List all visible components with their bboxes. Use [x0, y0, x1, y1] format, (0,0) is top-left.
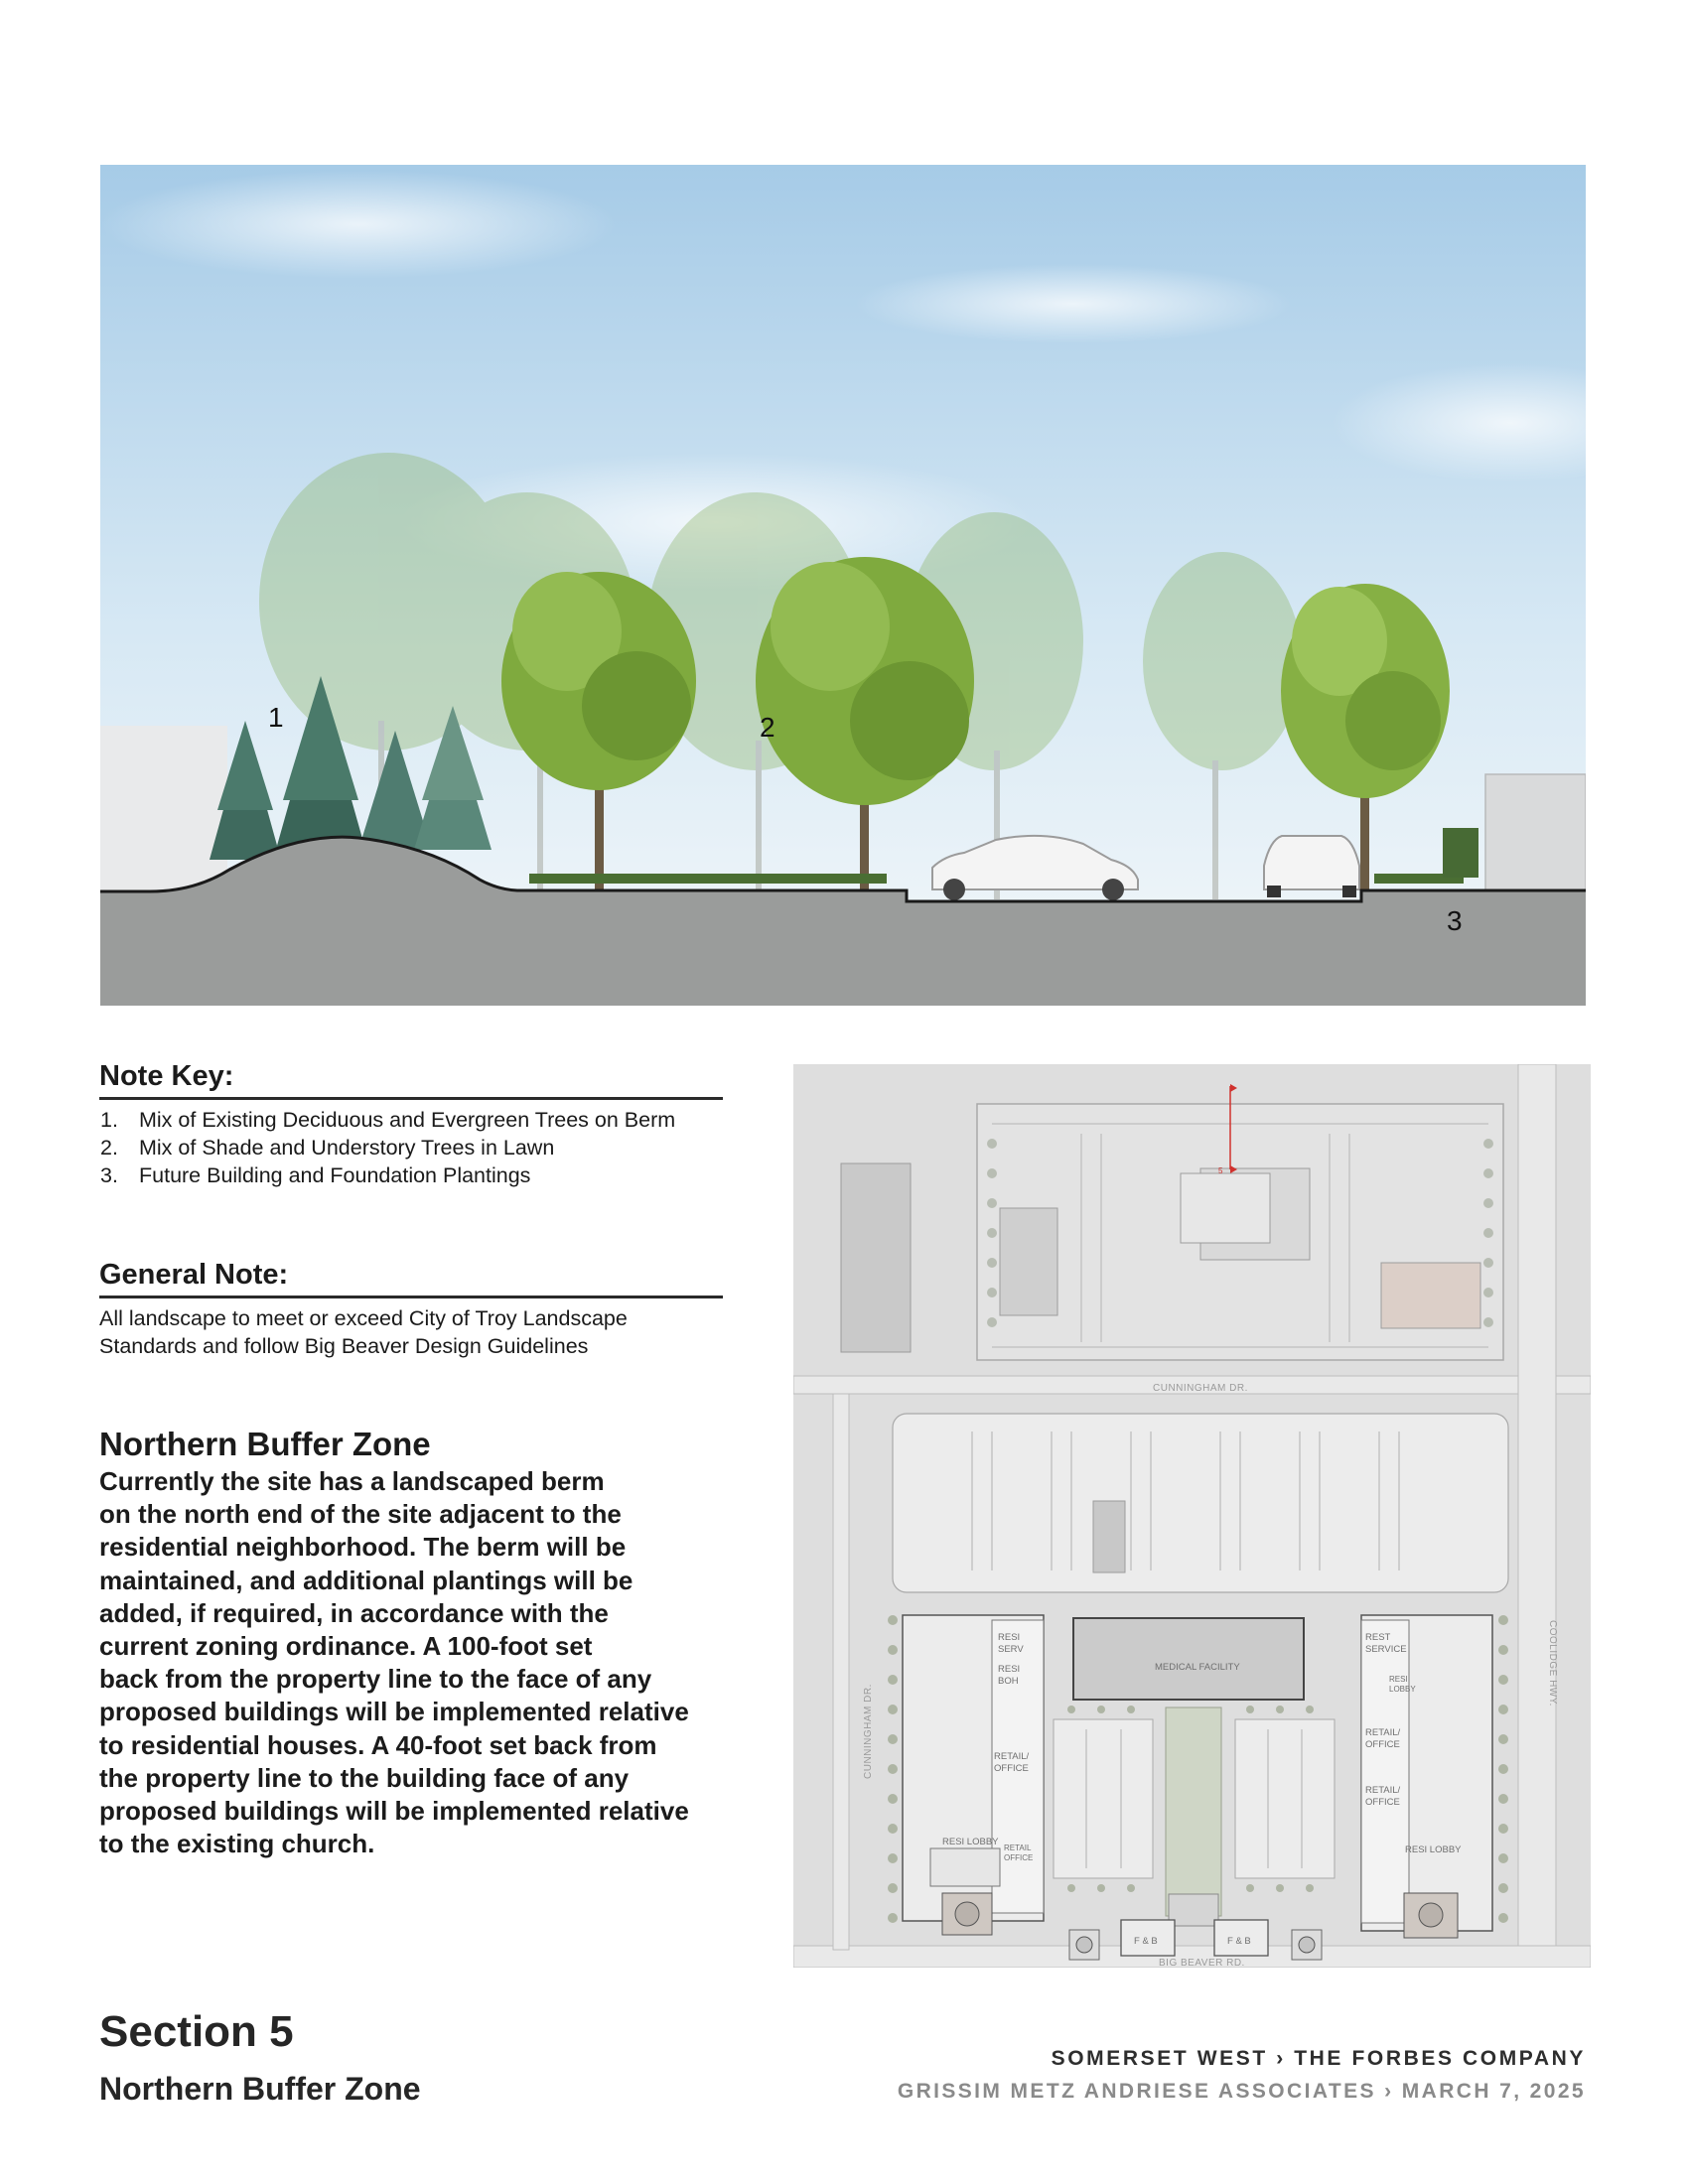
buffer-zone-heading: Northern Buffer Zone	[99, 1426, 431, 1462]
section-marker-label: 5	[1218, 1166, 1223, 1175]
list-item-number: 3.	[100, 1163, 118, 1187]
firm-credit: GRISSIM METZ ANDRIESE ASSOCIATES › MARCH 7, 2025	[897, 2080, 1586, 2103]
plan-label: BOH	[998, 1676, 1019, 1687]
body-line: Currently the site has a landscaped berm	[99, 1466, 605, 1496]
list-item-number: 1.	[100, 1108, 118, 1132]
list-item-text: Future Building and Foundation Plantings	[139, 1163, 531, 1187]
plan-label: RESI	[998, 1632, 1021, 1643]
plan-label: SERVICE	[1365, 1644, 1407, 1655]
general-note	[99, 1259, 735, 1360]
body-line: on the north end of the site adjacent to the	[99, 1499, 622, 1530]
plan-label: RETAIL/	[1365, 1785, 1401, 1796]
body-line: the property line to the building face of any	[99, 1762, 630, 1793]
plan-label: RESI LOBBY	[942, 1837, 999, 1847]
plan-label: RETAIL/	[1365, 1727, 1401, 1738]
section-subtitle: Northern Buffer Zone	[99, 2071, 421, 2107]
road-label-cunningham-side: CUNNINGHAM DR.	[863, 1684, 874, 1779]
body-line: back from the property line to the face of any	[99, 1664, 652, 1695]
list-item	[99, 1106, 723, 1134]
body-line: maintained, and additional plantings will be	[99, 1565, 633, 1595]
road-label-cunningham: CUNNINGHAM DR.	[1153, 1383, 1248, 1394]
plan-label: LOBBY	[1389, 1685, 1416, 1694]
parking-field	[893, 1414, 1508, 1592]
plan-label: F & B	[1227, 1936, 1251, 1947]
buffer-zone-description	[99, 1426, 755, 1860]
buffer-zone-body	[99, 1465, 755, 1860]
plan-label: RETAIL	[1004, 1843, 1032, 1852]
callout-2: 2	[760, 712, 775, 743]
site-plan-key-map	[793, 1064, 1591, 1968]
body-line: proposed buildings will be implemented relative	[99, 1796, 689, 1827]
note-key-list	[99, 1106, 723, 1189]
note-key-heading: Note Key:	[99, 1060, 723, 1100]
general-note-text	[99, 1304, 735, 1360]
body-line: to the existing church.	[99, 1829, 375, 1859]
plan-label: REST	[1365, 1632, 1391, 1643]
list-item	[99, 1161, 723, 1189]
plan-label: OFFICE	[1365, 1739, 1400, 1750]
medical-building	[1073, 1618, 1304, 1700]
plan-label: OFFICE	[1004, 1853, 1034, 1862]
body-line: to residential houses. A 40-foot set back from	[99, 1729, 657, 1760]
east-building	[1361, 1615, 1492, 1938]
body-line: current zoning ordinance. A 100-foot set	[99, 1631, 593, 1662]
plan-label: RESI LOBBY	[1405, 1844, 1462, 1855]
list-item	[99, 1134, 723, 1161]
body-line: proposed buildings will be implemented relative	[99, 1697, 689, 1727]
plan-label: RESI	[1389, 1675, 1408, 1684]
note-key	[99, 1060, 723, 1189]
plan-label: OFFICE	[1365, 1797, 1400, 1808]
list-item-number: 2.	[100, 1136, 118, 1160]
road-label-big-beaver: BIG BEAVER RD.	[1159, 1958, 1245, 1968]
callout-3: 3	[1447, 905, 1463, 936]
plan-label: MEDICAL FACILITY	[1155, 1662, 1240, 1673]
plan-label: RESI	[998, 1664, 1021, 1675]
callout-1: 1	[268, 702, 284, 733]
plan-label: SERV	[998, 1644, 1024, 1655]
plan-label: RETAIL/	[994, 1751, 1030, 1762]
general-note-heading: General Note:	[99, 1259, 723, 1298]
list-item-text: Mix of Existing Deciduous and Evergreen Trees on Berm	[139, 1108, 676, 1132]
west-building	[903, 1615, 1044, 1935]
list-item-text: Mix of Shade and Understory Trees in Lawn	[139, 1136, 555, 1160]
general-note-line: Standards and follow Big Beaver Design Guidelines	[99, 1334, 589, 1358]
body-line: added, if required, in accordance with the	[99, 1597, 609, 1628]
plan-label: F & B	[1134, 1936, 1158, 1947]
body-line: residential neighborhood. The berm will be	[99, 1532, 627, 1563]
plan-label: OFFICE	[994, 1763, 1029, 1774]
project-credit: SOMERSET WEST › THE FORBES COMPANY	[1051, 2047, 1586, 2070]
section-title: Section 5	[99, 2007, 294, 2056]
road-label-coolidge: COOLIDGE HWY.	[1547, 1620, 1558, 1706]
section-elevation-rendering	[100, 165, 1586, 1006]
general-note-line: All landscape to meet or exceed City of Troy Landscape	[99, 1306, 628, 1330]
